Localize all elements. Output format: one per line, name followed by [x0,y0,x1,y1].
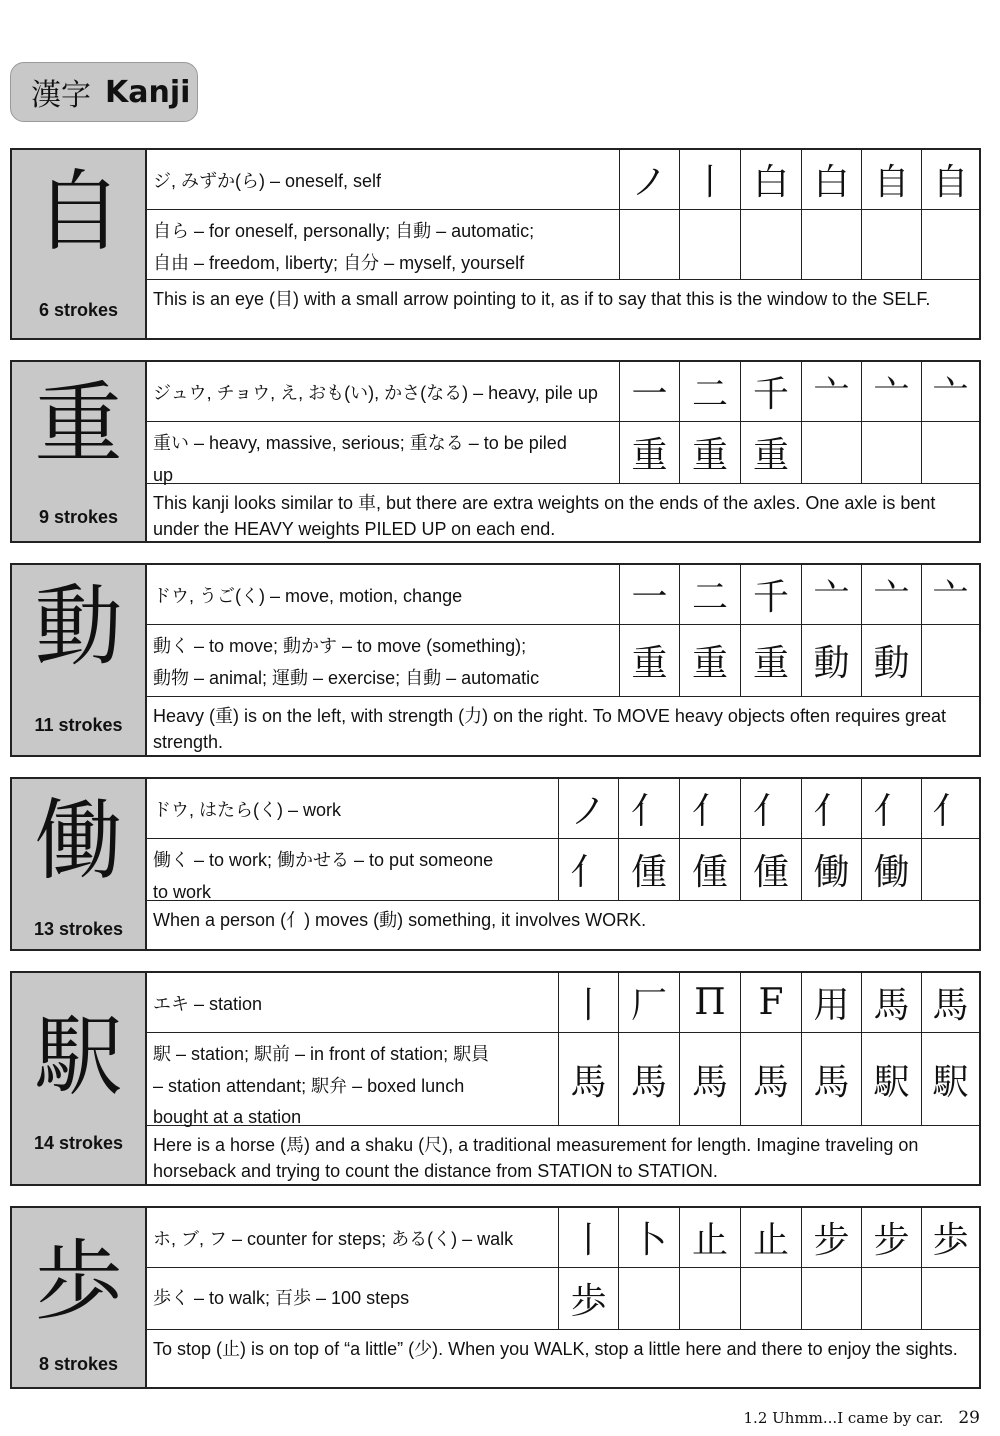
kanji-panel [12,1208,147,1387]
stroke-order-box: 亻 [862,779,922,839]
vocabulary [145,422,620,484]
stroke-order-box [741,1268,802,1330]
kanji-panel [12,779,147,949]
stroke-order-box: F [741,973,802,1033]
stroke-order-box: 白 [802,150,862,210]
stroke-order-box: ノ [620,150,680,210]
vocab-line: 歩く – to walk; 百歩 – 100 steps [153,1287,410,1308]
stroke-order-box: 重 [680,625,741,697]
kanji-character: 自 [34,160,123,263]
stroke-order-box: 働 [802,839,862,901]
stroke-order-box: 亻 [680,779,741,839]
mnemonic-note: This kanji looks similar to 車, but there are extra weights on the ends of the axles. One axle is bent under the HEAVY weights PILED UP on each end. [153,493,936,540]
stroke-order-box: 步 [862,1208,922,1268]
mnemonic-note: To stop (止) is on top of “a little” (少). When you WALK, stop a little here and there to enjoy the sights. [153,1339,958,1359]
stroke-order-box [862,1268,922,1330]
vocabulary [145,625,620,697]
stroke-order-box [922,210,979,280]
stroke-order-box: 丨 [559,1208,619,1268]
kanji-panel [12,565,147,755]
stroke-order-box: 亠 [802,362,862,422]
mnemonic-note: When a person (亻) moves (動) something, it involves WORK. [153,910,647,930]
kanji-character: 駅 [34,1005,123,1108]
stroke-order-box: 偅 [741,839,802,901]
stroke-order-box: 歩 [922,1208,979,1268]
stroke-order-box: 亠 [862,362,922,422]
kanji-block-ji [10,148,981,340]
stroke-order-box: 自 [862,150,922,210]
kanji-character: 動 [34,575,123,678]
kanji-panel [12,150,147,338]
vocab-line: up [153,464,174,485]
vocabulary [145,1268,559,1330]
stroke-order-box: 丨 [559,973,619,1033]
stroke-order-box: 自 [922,150,979,210]
stroke-count: 13 strokes [33,919,124,939]
reading: ドウ, うご(く) – move, motion, change [145,565,620,625]
stroke-order-box: 一 [620,565,680,625]
vocab-line: 自ら – for oneself, personally; 自動 – automatic; [153,221,535,241]
stroke-order-box: 卜 [619,1208,680,1268]
stroke-order-box: 千 [741,565,802,625]
stroke-order-box: 丨 [680,150,741,210]
stroke-order-box: 亠 [802,565,862,625]
stroke-order-box: 一 [620,362,680,422]
stroke-order-box: 偅 [680,839,741,901]
stroke-order-box: 步 [802,1208,862,1268]
kanji-block-eki [10,971,981,1186]
stroke-order-box: 動 [862,625,922,697]
stroke-order-box [802,1268,862,1330]
stroke-order-box: 重 [741,422,802,484]
reading: ジ, みずか(ら) – oneself, self [145,150,620,210]
kanji-block-hataraku [10,777,981,951]
reading: ドウ, はたら(く) – work [145,779,559,839]
stroke-order-box: 馬 [559,1033,619,1126]
stroke-order-box: 馬 [741,1033,802,1126]
stroke-order-box [802,422,862,484]
vocabulary [145,839,559,901]
stroke-order-box [680,210,741,280]
stroke-order-box: П [680,973,741,1033]
stroke-order-box: 駅 [862,1033,922,1126]
stroke-order-box: 重 [620,625,680,697]
stroke-order-box [620,210,680,280]
stroke-order-box: 動 [802,625,862,697]
vocab-line: – station attendant; 駅弁 – boxed lunch [153,1075,465,1096]
vocab-line: 自由 – freedom, liberty; 自分 – myself, yourself [153,252,525,273]
stroke-order-box: 馬 [862,973,922,1033]
page-footer [744,1408,980,1428]
mnemonic-note: Heavy (重) is on the left, with strength (力) on the right. To MOVE heavy objects often requires great strength. [153,706,947,753]
stroke-order-box: 亻 [741,779,802,839]
vocab-line: 動く – to move; 動かす – to move (something); [153,636,527,656]
kanji-block-juu [10,360,981,543]
stroke-order-box: 馬 [802,1033,862,1126]
stroke-order-box [680,1268,741,1330]
stroke-count: 8 strokes [38,1354,119,1374]
reading: エキ – station [145,973,559,1033]
vocab-line: 働く – to work; 働かせる – to put someone [153,850,494,870]
section-title-en: Kanji [105,74,191,110]
stroke-order-box: 止 [680,1208,741,1268]
mnemonic-note: This is an eye (目) with a small arrow pointing to it, as if to say that this is the window to the SELF. [153,289,931,309]
stroke-count: 6 strokes [38,300,119,320]
stroke-order-box: 亻 [559,839,619,901]
stroke-count: 14 strokes [33,1133,124,1153]
stroke-order-box [862,422,922,484]
kanji-block-dou [10,563,981,757]
stroke-order-box: 亻 [922,779,979,839]
stroke-order-box: 重 [680,422,741,484]
stroke-order-box: 亻 [619,779,680,839]
stroke-count: 11 strokes [34,715,123,735]
vocab-line: 重い – heavy, massive, serious; 重なる – to be piled [153,433,567,453]
reading: ジュウ, チョウ, え, おも(い), かさ(なる) – heavy, pile up [145,362,620,422]
stroke-order-box [802,210,862,280]
stroke-order-box: 馬 [680,1033,741,1126]
kanji-panel [12,362,147,541]
stroke-order-box: 馬 [619,1033,680,1126]
stroke-order-box [741,210,802,280]
chapter-title: 1.2 Uhmm...I came by car. [743,1409,944,1427]
vocabulary [145,1033,559,1126]
stroke-order-box [619,1268,680,1330]
stroke-order-box [922,1268,979,1330]
page-number: 29 [958,1408,980,1428]
vocab-line: 駅 – station; 駅前 – in front of station; 駅員 [153,1044,490,1064]
stroke-order-box: 亠 [862,565,922,625]
vocab-line: bought at a station [153,1107,302,1127]
stroke-order-box: 千 [741,362,802,422]
vocabulary [145,210,620,280]
stroke-order-box: 馬 [922,973,979,1033]
stroke-order-box: 厂 [619,973,680,1033]
stroke-order-box: 重 [741,625,802,697]
stroke-order-box: 偅 [619,839,680,901]
mnemonic-note: Here is a horse (馬) and a shaku (尺), a traditional measurement for length. Imagine traveling on horseback and trying to count the distance from STATION to STATION. [153,1135,919,1182]
stroke-order-box: 用 [802,973,862,1033]
section-header [10,62,198,122]
stroke-order-box [862,210,922,280]
stroke-order-box [922,422,979,484]
stroke-order-box: 白 [741,150,802,210]
reading: ホ, ブ, フ – counter for steps; ある(く) – walk [145,1208,559,1268]
kanji-character: 歩 [34,1230,123,1333]
kanji-block-aruku [10,1206,981,1389]
stroke-order-box: 亠 [922,362,979,422]
stroke-order-box: 二 [680,565,741,625]
stroke-order-box: 働 [862,839,922,901]
stroke-order-box: 歩 [559,1268,619,1330]
stroke-order-box: 止 [741,1208,802,1268]
stroke-order-box: 亠 [922,565,979,625]
stroke-order-box: 亻 [802,779,862,839]
stroke-order-box: 重 [620,422,680,484]
kanji-character: 働 [34,789,123,892]
kanji-character: 重 [34,372,123,475]
stroke-count: 9 strokes [38,507,119,527]
stroke-order-box [922,625,979,697]
stroke-order-box: ノ [559,779,619,839]
vocab-line: 動物 – animal; 運動 – exercise; 自動 – automatic [153,667,540,688]
kanji-panel [12,973,147,1184]
stroke-order-box: 二 [680,362,741,422]
stroke-order-box: 駅 [922,1033,979,1126]
vocab-line: to work [153,881,212,902]
stroke-order-box [922,839,979,901]
section-title-jp: 漢字 [31,78,91,113]
